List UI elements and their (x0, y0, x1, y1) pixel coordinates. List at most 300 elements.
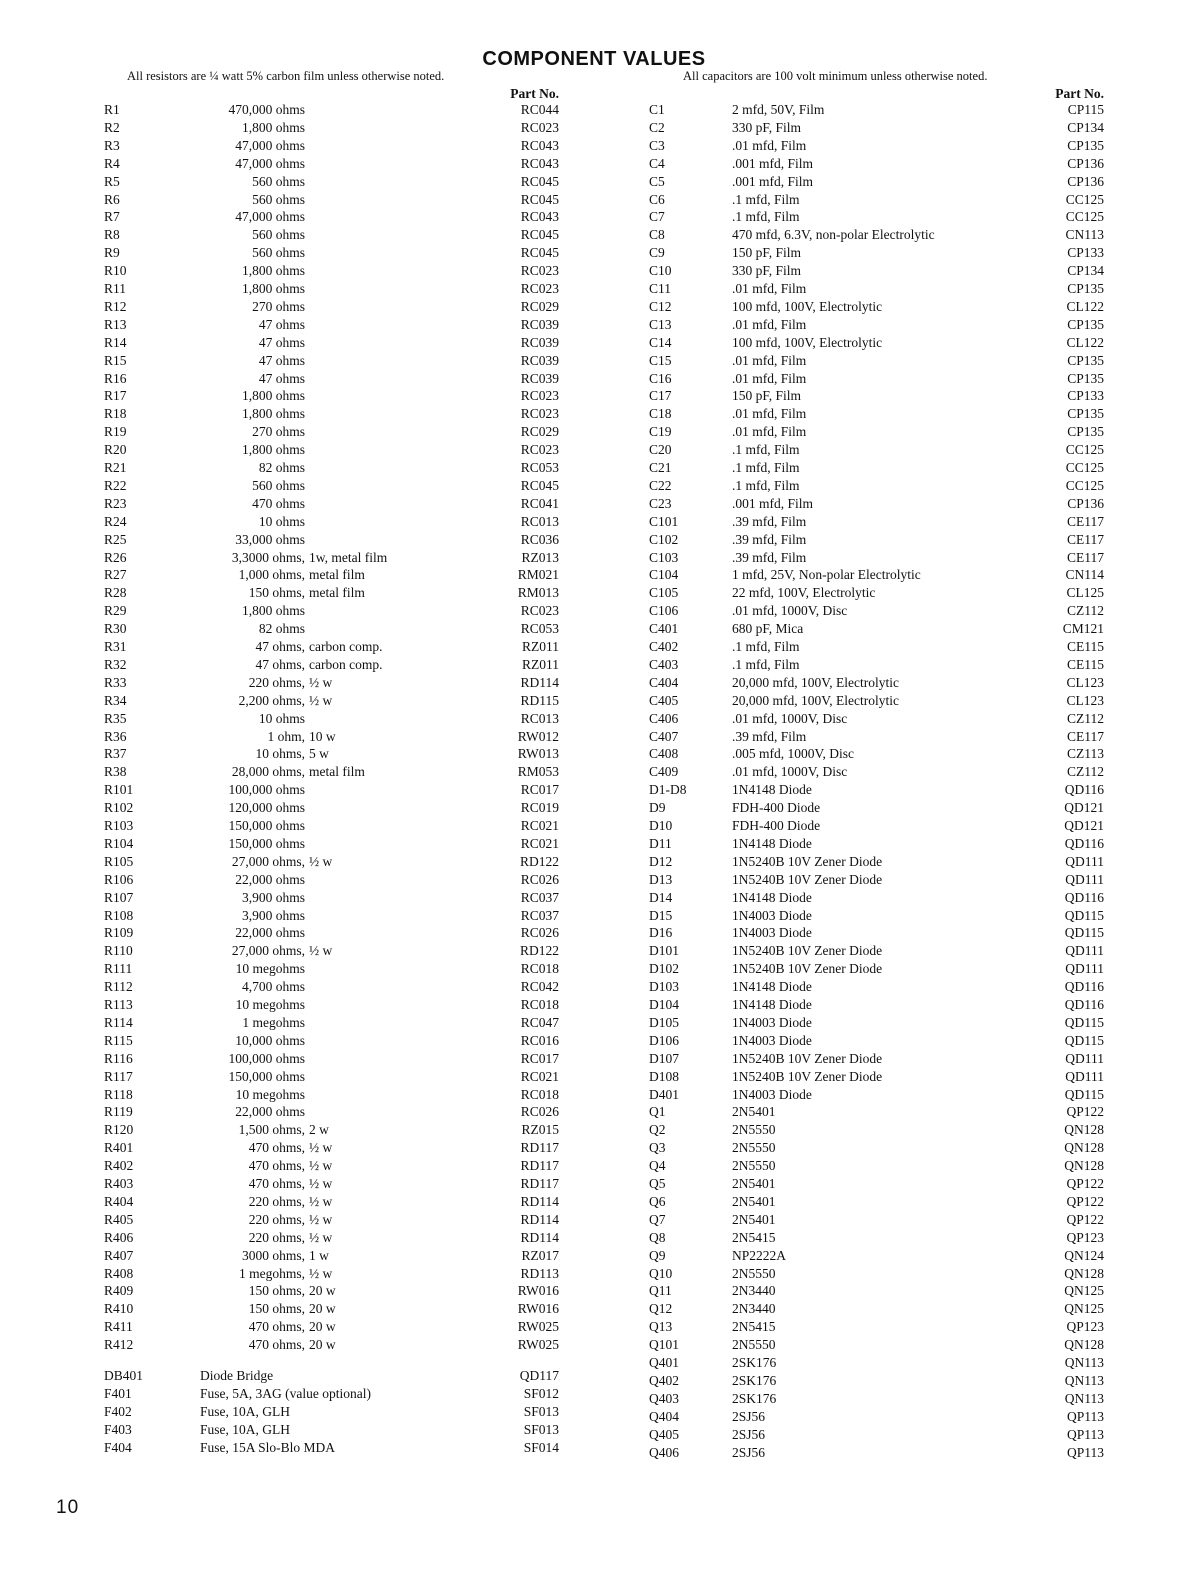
component-ref: Q5 (649, 1176, 666, 1191)
table-row (0, 656, 1188, 674)
component-ref: C13 (649, 316, 672, 332)
table-row (0, 1175, 1188, 1193)
component-value: 3,3000 ohms, (231, 549, 305, 565)
component-value: 2N5415 (732, 1319, 776, 1335)
component-value: 220 ohms, (248, 1229, 305, 1245)
table-row (0, 441, 1188, 459)
component-value: 1N4148 Diode (732, 997, 812, 1012)
capacitor-note: All capacitors are 100 volt minimum unless otherwise noted. (683, 69, 988, 83)
component-ref: C14 (649, 334, 672, 350)
component-value: 270 ohms (252, 424, 305, 440)
component-value: .01 mfd, 1000V, Disc (732, 764, 848, 780)
component-ref: Q9 (649, 1247, 666, 1263)
component-value: 1 ohm, (267, 728, 305, 744)
table-row (0, 1318, 1188, 1336)
component-note: carbon comp. (309, 639, 383, 654)
part-number: QD111 (1065, 871, 1104, 887)
table-row (0, 871, 1188, 889)
component-ref: C15 (649, 352, 672, 368)
component-value: 100,000 ohms (228, 782, 305, 798)
component-ref: R108 (104, 907, 134, 923)
part-number: RD117 (520, 1158, 559, 1174)
component-value: 150 ohms, (248, 1283, 305, 1299)
table-row (0, 1068, 1188, 1086)
component-ref: D108 (649, 1068, 679, 1084)
component-value: 3,900 ohms (241, 907, 305, 923)
table-row (0, 1390, 1188, 1408)
component-ref: R109 (104, 925, 134, 941)
component-ref: R22 (104, 477, 127, 493)
component-value: 1N5240B 10V Zener Diode (732, 871, 883, 887)
component-value: .001 mfd, Film (732, 173, 814, 189)
component-value: 82 ohms (258, 460, 305, 475)
table-row (0, 978, 1188, 996)
part-number: RC039 (520, 334, 559, 350)
component-note: ½ w (309, 1158, 333, 1174)
table-row (0, 334, 1188, 352)
part-number: CN113 (1065, 227, 1104, 243)
part-number: RC023 (520, 406, 559, 422)
component-value: 220 ohms, (248, 674, 305, 690)
component-value: 2N5550 (732, 1122, 776, 1138)
component-note: ½ w (309, 943, 333, 959)
component-value: 10,000 ohms (235, 1032, 305, 1048)
part-number: RC053 (520, 460, 559, 475)
component-ref: R104 (104, 835, 134, 851)
component-value: 10 ohms, (255, 746, 305, 762)
component-ref: R406 (104, 1229, 134, 1245)
table-row (0, 960, 1188, 978)
component-ref: C7 (649, 209, 665, 225)
part-number: CE117 (1067, 531, 1104, 547)
component-value: 4,700 ohms (241, 979, 305, 995)
part-number: RC045 (520, 245, 559, 261)
component-ref: Q403 (649, 1390, 679, 1406)
component-value: 560 ohms (252, 191, 305, 207)
component-note: 20 w (309, 1319, 336, 1335)
component-note: ½ w (309, 674, 333, 690)
part-number: RD117 (520, 1140, 559, 1156)
part-number: RC023 (520, 388, 559, 404)
part-number: CZ113 (1067, 746, 1104, 762)
component-value: 2N5401 (732, 1193, 776, 1209)
table-row (0, 835, 1188, 853)
part-number: RW025 (517, 1337, 559, 1353)
part-number: QP122 (1066, 1211, 1104, 1227)
component-value: 1N4148 Diode (732, 979, 812, 995)
part-number: RC021 (520, 1068, 559, 1084)
component-value: 10 megohms (235, 961, 305, 977)
component-ref: C8 (649, 227, 665, 243)
table-row (0, 1300, 1188, 1318)
component-ref: C17 (649, 388, 672, 404)
component-value: 82 ohms (258, 621, 305, 637)
part-number: QD121 (1064, 818, 1104, 833)
table-row (0, 1157, 1188, 1175)
part-number: QD115 (1064, 1014, 1104, 1030)
part-number: RZ017 (521, 1247, 559, 1263)
component-ref: Q101 (649, 1337, 679, 1353)
component-ref: D13 (649, 871, 673, 887)
table-row (0, 549, 1188, 567)
table-row (0, 674, 1188, 692)
component-ref: Q8 (649, 1229, 666, 1245)
component-note: ½ w (309, 853, 333, 869)
component-ref: F404 (104, 1439, 132, 1455)
part-number: CL125 (1066, 585, 1104, 601)
table-row (0, 387, 1188, 405)
component-value: .005 mfd, 1000V, Disc (732, 746, 855, 762)
component-ref: C23 (649, 495, 672, 511)
component-value: 470,000 ohms (228, 102, 305, 117)
part-number: CL123 (1066, 674, 1104, 690)
component-value: 20,000 mfd, 100V, Electrolytic (732, 692, 899, 708)
component-value: 1N4003 Diode (732, 907, 812, 923)
component-ref: C2 (649, 119, 665, 135)
component-ref: D16 (649, 925, 673, 941)
part-number: RC023 (520, 281, 559, 296)
component-note: ½ w (309, 1211, 333, 1227)
component-ref: D105 (649, 1014, 679, 1030)
component-ref: F402 (104, 1403, 132, 1419)
part-number: CP133 (1067, 245, 1104, 261)
component-ref: R111 (104, 961, 133, 977)
component-ref: C16 (649, 370, 672, 386)
part-number: RC023 (520, 603, 559, 619)
component-value: 47,000 ohms (235, 209, 305, 225)
component-value: .1 mfd, Film (732, 442, 800, 458)
part-number: RD115 (520, 692, 559, 708)
component-ref: R1 (104, 102, 120, 117)
component-ref: R411 (104, 1319, 133, 1335)
component-value: 47 ohms, (255, 639, 305, 654)
part-number: QD116 (1064, 889, 1104, 905)
component-ref: Q1 (649, 1104, 666, 1120)
part-number: RC045 (520, 191, 559, 207)
component-ref: R117 (104, 1068, 133, 1084)
part-number: QP113 (1066, 1444, 1104, 1460)
component-ref: R34 (104, 692, 127, 708)
component-value: 22,000 ohms (235, 871, 305, 887)
part-number: RC053 (520, 621, 559, 637)
component-ref: R11 (104, 281, 127, 296)
component-note: ½ w (309, 1265, 333, 1281)
component-ref: F401 (104, 1385, 132, 1401)
component-ref: R26 (104, 549, 127, 565)
component-note: 20 w (309, 1301, 336, 1317)
component-ref: R20 (104, 442, 127, 458)
component-note: ½ w (309, 692, 333, 708)
component-ref: R36 (104, 728, 127, 744)
component-ref: R118 (104, 1086, 133, 1102)
component-description: Fuse, 5A, 3AG (value optional) (200, 1385, 371, 1401)
component-ref: C405 (649, 692, 679, 708)
table-row (0, 889, 1188, 907)
component-value: 33,000 ohms (235, 531, 305, 547)
part-number: QD111 (1065, 943, 1104, 959)
component-ref: C402 (649, 639, 679, 654)
part-number: RC017 (520, 1050, 559, 1066)
component-value: 150 ohms, (248, 1301, 305, 1317)
component-ref: R4 (104, 155, 120, 171)
part-number: QD115 (1064, 1032, 1104, 1048)
component-ref: C3 (649, 137, 665, 153)
component-value: .01 mfd, Film (732, 406, 807, 422)
component-value: 1N4148 Diode (732, 835, 812, 851)
component-value: 2N5401 (732, 1104, 776, 1120)
part-number: CE117 (1067, 728, 1104, 744)
component-value: 560 ohms (252, 173, 305, 189)
part-number: RM021 (517, 567, 559, 583)
component-value: .01 mfd, Film (732, 316, 807, 332)
table-row (0, 1426, 1188, 1444)
component-ref: D15 (649, 907, 673, 923)
table-row (0, 1372, 1188, 1390)
component-value: 1N4003 Diode (732, 925, 812, 941)
component-ref: R8 (104, 227, 120, 243)
component-ref: R116 (104, 1050, 133, 1066)
component-value: 2N5550 (732, 1158, 776, 1174)
component-ref: Q2 (649, 1122, 666, 1138)
part-number: QN128 (1064, 1337, 1104, 1353)
component-value: 20,000 mfd, 100V, Electrolytic (732, 674, 899, 690)
table-row (0, 137, 1188, 155)
part-number: RZ015 (521, 1122, 559, 1138)
part-number: CP135 (1067, 316, 1104, 332)
component-note: 5 w (309, 746, 329, 762)
table-row (0, 495, 1188, 513)
part-number: RD117 (520, 1176, 559, 1191)
component-value: 1,800 ohms (241, 119, 305, 135)
component-ref: R101 (104, 782, 134, 798)
part-number: CP135 (1067, 424, 1104, 440)
component-value: 2N5550 (732, 1337, 776, 1353)
component-ref: R9 (104, 245, 120, 261)
component-value: .1 mfd, Film (732, 460, 800, 475)
component-ref: DB401 (104, 1368, 144, 1383)
component-ref: R105 (104, 853, 134, 869)
component-ref: R410 (104, 1301, 134, 1317)
component-value: 1 megohms (242, 1014, 305, 1030)
component-value: 47,000 ohms (235, 155, 305, 171)
table-row (0, 101, 1188, 119)
component-ref: C103 (649, 549, 679, 565)
component-value: 3000 ohms, (241, 1247, 305, 1263)
table-row (0, 459, 1188, 477)
part-number: RC041 (520, 495, 559, 511)
component-value: 2 mfd, 50V, Film (732, 102, 825, 117)
part-number: RC021 (520, 835, 559, 851)
table-row (0, 996, 1188, 1014)
component-ref: R30 (104, 621, 127, 637)
component-value: 3,900 ohms (241, 889, 305, 905)
component-ref: C20 (649, 442, 672, 458)
component-value: 2SJ56 (732, 1426, 766, 1442)
part-number: RC037 (520, 907, 559, 923)
component-ref: R35 (104, 710, 127, 726)
component-ref: D401 (649, 1086, 679, 1102)
component-note: carbon comp. (309, 656, 383, 672)
component-ref: R408 (104, 1265, 134, 1281)
part-number: CC125 (1065, 442, 1104, 458)
part-number: QD115 (1064, 925, 1104, 941)
part-number: RC026 (520, 871, 559, 887)
component-value: 120,000 ohms (228, 800, 305, 816)
part-number: QN128 (1064, 1140, 1104, 1156)
part-number: RD114 (520, 1229, 559, 1245)
part-number: QN113 (1064, 1390, 1104, 1406)
part-number: RC039 (520, 352, 559, 368)
part-number: RD114 (520, 674, 559, 690)
component-note: 1w, metal film (309, 549, 388, 565)
table-row (0, 531, 1188, 549)
component-note: ½ w (309, 1229, 333, 1245)
component-note: metal film (309, 585, 365, 601)
component-ref: R18 (104, 406, 127, 422)
part-number: QD116 (1064, 782, 1104, 798)
component-value: FDH-400 Diode (732, 818, 821, 833)
component-value: 2N5401 (732, 1176, 776, 1191)
part-number: QD111 (1065, 853, 1104, 869)
component-value: .1 mfd, Film (732, 477, 800, 493)
part-number: RC045 (520, 477, 559, 493)
part-number: RC043 (520, 155, 559, 171)
part-number: QP122 (1066, 1176, 1104, 1191)
part-number: RC047 (520, 1014, 559, 1030)
component-value: 10 ohms (258, 710, 305, 726)
component-value: 470 ohms, (248, 1337, 305, 1353)
component-value: 680 pF, Mica (732, 621, 804, 637)
component-value: .01 mfd, Film (732, 137, 807, 153)
component-ref: R16 (104, 370, 127, 386)
table-row (0, 262, 1188, 280)
part-number: QD117 (519, 1368, 559, 1383)
part-number: CC125 (1065, 191, 1104, 207)
component-value: 470 ohms (252, 495, 305, 511)
component-value: 22,000 ohms (235, 925, 305, 941)
component-ref: R401 (104, 1140, 134, 1156)
component-ref: R409 (104, 1283, 134, 1299)
part-number: RC043 (520, 209, 559, 225)
table-row (0, 513, 1188, 531)
part-number: QP123 (1066, 1319, 1104, 1335)
part-number: CP135 (1067, 406, 1104, 422)
table-row (0, 1282, 1188, 1300)
table-row (0, 692, 1188, 710)
table-row (0, 942, 1188, 960)
component-value: .01 mfd, 1000V, Disc (732, 710, 848, 726)
component-ref: Q3 (649, 1140, 666, 1156)
component-value: 470 mfd, 6.3V, non-polar Electrolytic (732, 227, 935, 243)
table-row (0, 1121, 1188, 1139)
component-ref: R103 (104, 818, 134, 833)
component-description: Diode Bridge (200, 1368, 274, 1383)
part-number: SF013 (523, 1403, 559, 1419)
part-number: RC029 (520, 298, 559, 314)
component-ref: R7 (104, 209, 120, 225)
part-number: RC016 (520, 1032, 559, 1048)
component-value: 470 ohms, (248, 1176, 305, 1191)
component-ref: R5 (104, 173, 120, 189)
component-ref: D107 (649, 1050, 679, 1066)
component-value: 1 mfd, 25V, Non-polar Electrolytic (732, 567, 921, 583)
table-row (0, 226, 1188, 244)
component-value: 2N5415 (732, 1229, 776, 1245)
table-row (0, 907, 1188, 925)
component-ref: C10 (649, 263, 672, 279)
component-value: FDH-400 Diode (732, 800, 821, 816)
part-number: QN125 (1064, 1283, 1104, 1299)
component-ref: D11 (649, 835, 672, 851)
part-number: RC037 (520, 889, 559, 905)
component-ref: C6 (649, 191, 665, 207)
component-value: 1N4148 Diode (732, 782, 812, 798)
component-description: Fuse, 10A, GLH (200, 1403, 290, 1419)
component-value: 27,000 ohms, (231, 853, 305, 869)
component-value: 270 ohms (252, 298, 305, 314)
part-number: CZ112 (1067, 710, 1104, 726)
component-note: 1 w (309, 1247, 329, 1263)
component-ref: C5 (649, 173, 665, 189)
part-number: CL122 (1066, 334, 1104, 350)
component-ref: Q10 (649, 1265, 673, 1281)
component-value: 1 megohms, (239, 1265, 305, 1281)
part-number: CN114 (1065, 567, 1104, 583)
part-number: QN113 (1064, 1372, 1104, 1388)
component-value: 47 ohms (258, 334, 305, 350)
component-value: 220 ohms, (248, 1211, 305, 1227)
component-value: 2SK176 (732, 1372, 777, 1388)
component-value: 560 ohms (252, 227, 305, 243)
component-note: metal film (309, 567, 365, 583)
component-ref: R106 (104, 871, 134, 887)
part-number: RM013 (517, 585, 559, 601)
component-value: 2SK176 (732, 1355, 777, 1370)
table-row (0, 1408, 1188, 1426)
component-ref: D106 (649, 1032, 679, 1048)
component-ref: C403 (649, 656, 679, 672)
component-ref: C105 (649, 585, 679, 601)
table-row (0, 1444, 1188, 1462)
component-value: 1,800 ohms (241, 406, 305, 422)
component-ref: Q402 (649, 1372, 679, 1388)
part-number: CP135 (1067, 352, 1104, 368)
component-value: 150 ohms, (248, 585, 305, 601)
component-ref: R119 (104, 1104, 133, 1120)
table-row (0, 119, 1188, 137)
part-number: RD122 (519, 853, 559, 869)
table-row (0, 244, 1188, 262)
part-number: QP113 (1066, 1408, 1104, 1424)
component-value: .01 mfd, Film (732, 352, 807, 368)
component-note: 2 w (309, 1122, 329, 1138)
component-ref: C409 (649, 764, 679, 780)
component-value: .39 mfd, Film (732, 549, 807, 565)
component-value: 150,000 ohms (228, 818, 305, 833)
component-ref: R110 (104, 943, 133, 959)
table-row (0, 1014, 1188, 1032)
table-row (0, 1229, 1188, 1247)
component-ref: R407 (104, 1247, 134, 1263)
part-number: RM053 (517, 764, 559, 780)
component-value: 2N5401 (732, 1211, 776, 1227)
component-ref: R17 (104, 388, 127, 404)
component-ref: R21 (104, 460, 127, 475)
part-number: RC017 (520, 782, 559, 798)
component-ref: R2 (104, 119, 120, 135)
component-value: 100,000 ohms (228, 1050, 305, 1066)
part-number: QD116 (1064, 997, 1104, 1012)
